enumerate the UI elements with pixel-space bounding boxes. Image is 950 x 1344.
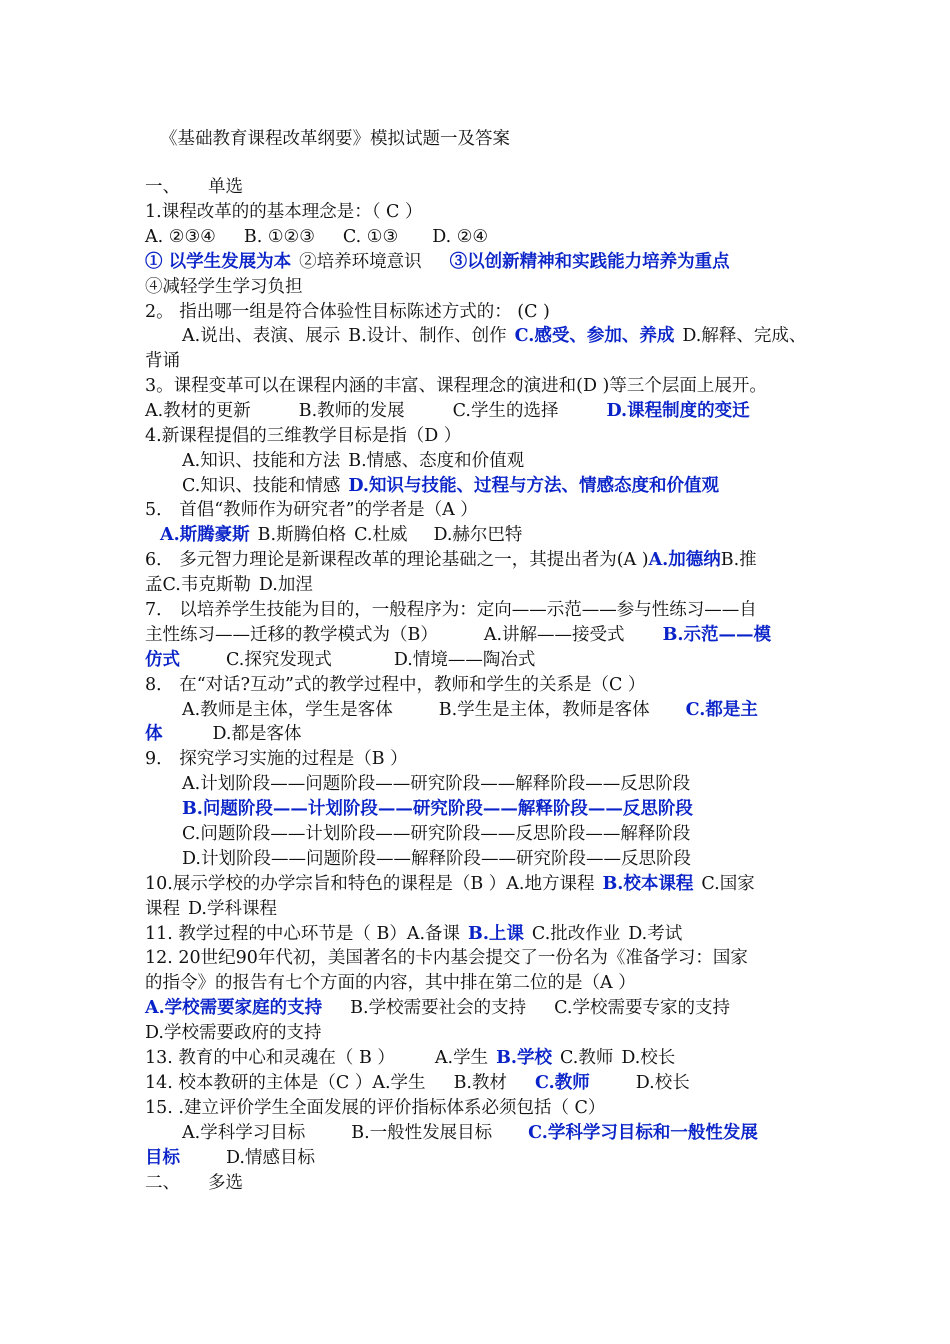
option-a: A.说出、表演、展示 bbox=[182, 326, 341, 346]
question-7-line2 bbox=[145, 623, 771, 647]
section-label: 单选 bbox=[208, 177, 243, 197]
section-label: 多选 bbox=[208, 1173, 243, 1193]
question-12-stem-2: 的指令》的报告有七个方面的内容，其中排在第二位的是（A ） bbox=[145, 973, 636, 993]
question-14 bbox=[145, 1071, 690, 1095]
option-a: A. ②③④ bbox=[145, 227, 216, 247]
option-b: B. ①②③ bbox=[243, 227, 315, 247]
question-12-stem-1: 12. 20世纪90年代初，美国著名的卡内基会提交了一份名为《准备学习：国家 bbox=[145, 948, 748, 968]
option-b: B.情感、态度和价值观 bbox=[348, 451, 525, 471]
option-a: A.备课 bbox=[406, 924, 461, 944]
option-a: A.计划阶段——问题阶段——研究阶段——解释阶段——反思阶段 bbox=[182, 774, 691, 794]
option-c-continued: 目标 bbox=[145, 1148, 180, 1168]
question-2-option-d-continued: 背诵 bbox=[145, 351, 180, 371]
option-a: A.教师是主体，学生是客体 bbox=[182, 700, 393, 720]
question-6-stem: 6． 多元智力理论是新课程改革的理论基础之一，其提出者为(A ) bbox=[145, 550, 649, 570]
question-1-stem: 1.课程改革的的基本理念是：（ C ） bbox=[145, 202, 423, 222]
option-c-continued: 体 bbox=[145, 724, 163, 744]
option-d: D.考试 bbox=[628, 924, 683, 944]
question-3-stem: 3。课程变革可以在课程内涵的丰富、课程理念的演进和(D )等三个层面上展开。 bbox=[145, 376, 767, 396]
question-2-options bbox=[182, 324, 806, 348]
question-6-line2 bbox=[145, 573, 313, 597]
question-4-stem: 4.新课程提倡的三维教学目标是指（D ） bbox=[145, 426, 462, 446]
question-8-stem: 8． 在“对话?互动”式的教学过程中，教师和学生的关系是（C ） bbox=[145, 675, 646, 695]
option-c: C.杜威 bbox=[354, 525, 408, 545]
option-b: B.学校 bbox=[496, 1048, 552, 1068]
question-11 bbox=[145, 922, 682, 946]
option-b: B.教材 bbox=[453, 1073, 507, 1093]
question-8-options bbox=[182, 698, 758, 722]
page-title: 《基础教育课程改革纲要》模拟试题一及答案 bbox=[160, 129, 510, 149]
question-4-options-row2 bbox=[182, 474, 719, 498]
question-2-stem: 2。 指出哪一组是符合体验性目标陈述方式的： (C ) bbox=[145, 302, 550, 322]
section-heading-single bbox=[145, 175, 243, 199]
option-b: B.上课 bbox=[468, 924, 524, 944]
option-b: B.示范——模 bbox=[662, 625, 771, 645]
option-a: A.学生 bbox=[372, 1073, 426, 1093]
question-13 bbox=[145, 1046, 675, 1070]
option-c-continued: 课程 bbox=[145, 899, 180, 919]
option-b: B.设计、制作、创作 bbox=[348, 326, 507, 346]
option-b: B.学生是主体，教师是客体 bbox=[438, 700, 650, 720]
option-c: C.都是主 bbox=[685, 700, 758, 720]
section-number: 一、 bbox=[145, 177, 180, 197]
option-b: B.推 bbox=[720, 550, 757, 570]
question-1-options bbox=[145, 225, 488, 249]
option-a: A.学校需要家庭的支持 bbox=[145, 998, 323, 1018]
option-d: D. ②④ bbox=[432, 227, 489, 247]
question-5-stem: 5． 首倡“教师作为研究者”的学者是（A ） bbox=[145, 500, 478, 520]
option-d: D.学校需要政府的支持 bbox=[145, 1023, 322, 1043]
option-b: B.一般性发展目标 bbox=[351, 1123, 493, 1143]
option-c: C.国家 bbox=[701, 874, 755, 894]
question-15-stem: 15. .建立评价学生全面发展的评价指标体系必须包括（ C） bbox=[145, 1098, 606, 1118]
option-c: C.教师 bbox=[535, 1073, 590, 1093]
option-c: C.感受、参加、养成 bbox=[514, 326, 675, 346]
question-1-statements bbox=[145, 250, 730, 274]
section-heading-multiple bbox=[145, 1171, 243, 1195]
question-11-stem: 11. 教学过程的中心环节是（ B） bbox=[145, 924, 407, 944]
option-c: C.教师 bbox=[559, 1048, 614, 1068]
question-7-line3 bbox=[145, 648, 535, 672]
option-b: B.斯腾伯格 bbox=[257, 525, 347, 545]
option-b: B.学校需要社会的支持 bbox=[350, 998, 527, 1018]
option-d: D.知识与技能、过程与方法、情感态度和价值观 bbox=[348, 476, 719, 496]
statement-1: ① 以学生发展为本 bbox=[145, 252, 292, 272]
option-d: D.赫尔巴特 bbox=[433, 525, 523, 545]
option-d: D.学科课程 bbox=[188, 899, 277, 919]
option-d: D.校长 bbox=[635, 1073, 690, 1093]
statement-2: ②培养环境意识 bbox=[299, 252, 422, 272]
question-13-stem: 13. 教育的中心和灵魂在（ B ） bbox=[145, 1048, 395, 1068]
question-8-line3 bbox=[145, 722, 301, 746]
question-15-options bbox=[182, 1121, 758, 1145]
option-c: C.批改作业 bbox=[531, 924, 621, 944]
option-d: D.加涅 bbox=[258, 575, 313, 595]
question-5-options bbox=[160, 523, 522, 547]
question-12-options bbox=[145, 996, 730, 1020]
option-a: A.讲解——接受式 bbox=[483, 625, 625, 645]
option-c: C. ①③ bbox=[342, 227, 399, 247]
option-c: C.学校需要专家的支持 bbox=[554, 998, 730, 1018]
question-10-line2 bbox=[145, 897, 277, 921]
option-d: D.解释、完成、 bbox=[682, 326, 807, 346]
option-b-continued: 孟 bbox=[145, 575, 163, 595]
option-c: C.问题阶段——计划阶段——研究阶段——反思阶段——解释阶段 bbox=[182, 824, 691, 844]
option-a: A.地方课程 bbox=[506, 874, 595, 894]
option-a: A.知识、技能和方法 bbox=[182, 451, 341, 471]
option-b: B.教师的发展 bbox=[298, 401, 405, 421]
question-3-options bbox=[145, 399, 750, 423]
question-15-line3 bbox=[145, 1146, 315, 1170]
option-d: D.情感目标 bbox=[226, 1148, 315, 1168]
statement-3: ③以创新精神和实践能力培养为重点 bbox=[449, 252, 730, 272]
question-7-stem-2: 主性练习——迁移的教学模式为（B） bbox=[145, 625, 438, 645]
option-a: A.加德纳 bbox=[648, 550, 721, 570]
question-4-options-row1 bbox=[182, 449, 524, 473]
option-d: D.都是客体 bbox=[212, 724, 302, 744]
question-14-stem: 14. 校本教研的主体是（C ） bbox=[145, 1073, 373, 1093]
option-c: C.探究发现式 bbox=[226, 650, 332, 670]
question-7-stem-1: 7． 以培养学生技能为目的，一般程序为：定向——示范——参与性练习——自 bbox=[145, 600, 757, 620]
option-d: D.计划阶段——问题阶段——解释阶段——研究阶段——反思阶段 bbox=[182, 849, 691, 869]
question-9-stem: 9． 探究学习实施的过程是（B ） bbox=[145, 749, 408, 769]
option-a: A.教材的更新 bbox=[145, 401, 251, 421]
option-c: C.学生的选择 bbox=[452, 401, 559, 421]
option-b: B.问题阶段——计划阶段——研究阶段——解释阶段——反思阶段 bbox=[182, 799, 693, 819]
option-d: D.课程制度的变迁 bbox=[606, 401, 750, 421]
option-d: D.校长 bbox=[621, 1048, 676, 1068]
option-c: C.学科学习目标和一般性发展 bbox=[528, 1123, 758, 1143]
option-d: D.情境——陶冶式 bbox=[393, 650, 536, 670]
option-c: C.韦克斯勒 bbox=[162, 575, 251, 595]
question-10-line1 bbox=[145, 872, 755, 896]
question-10-stem: 10.展示学校的办学宗旨和特色的课程是（B ） bbox=[145, 874, 507, 894]
option-a: A.斯腾豪斯 bbox=[160, 525, 250, 545]
option-c: C.知识、技能和情感 bbox=[182, 476, 341, 496]
option-a: A.学生 bbox=[434, 1048, 489, 1068]
option-b-continued: 仿式 bbox=[145, 650, 180, 670]
question-6-line1 bbox=[145, 548, 757, 572]
option-b: B.校本课程 bbox=[602, 874, 694, 894]
option-a: A.学科学习目标 bbox=[182, 1123, 306, 1143]
section-number: 二、 bbox=[145, 1173, 180, 1193]
statement-4: ④减轻学生学习负担 bbox=[145, 277, 303, 297]
